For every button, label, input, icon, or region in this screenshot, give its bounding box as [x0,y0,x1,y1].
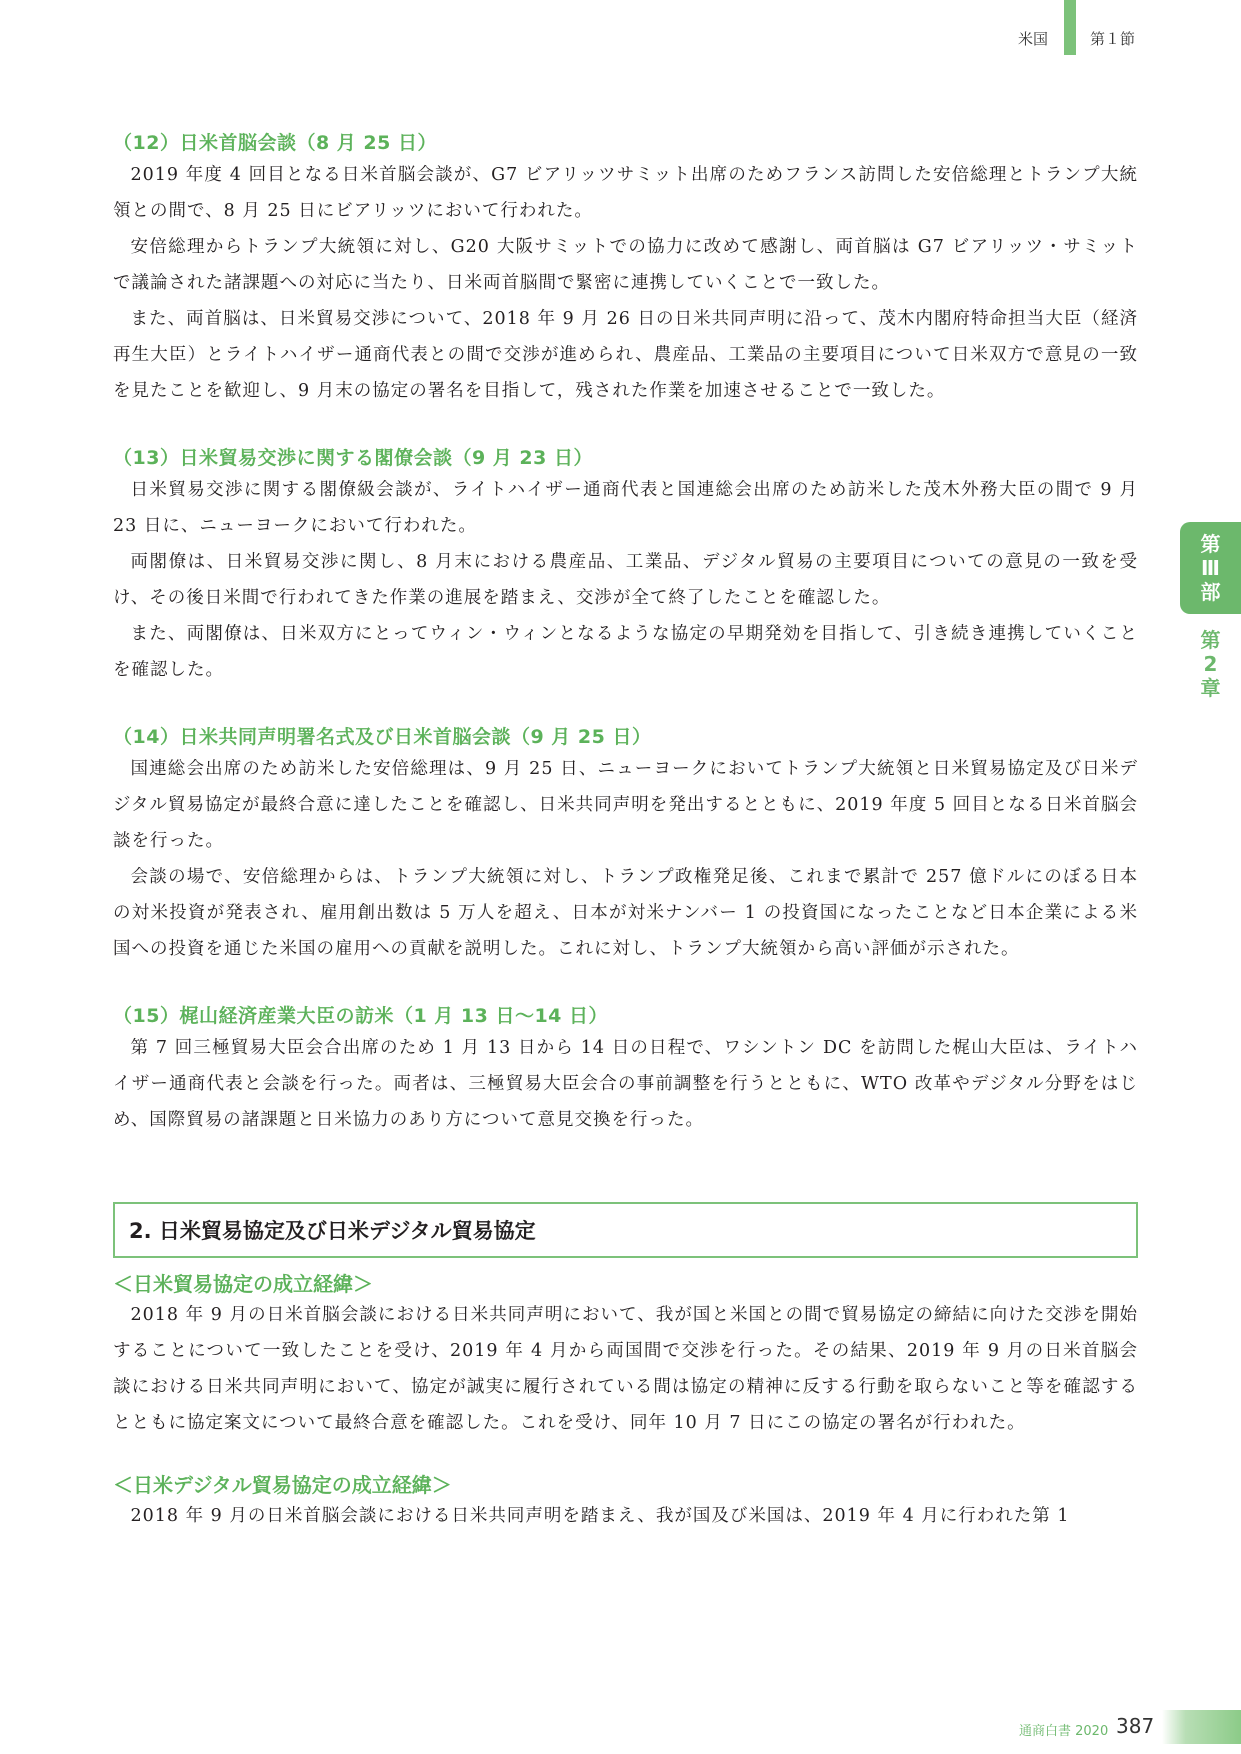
paragraph: 2019 年度 4 回目となる日米首脳会談が、G7 ビアリッツサミット出席のためフランス訪問した安倍総理とトランプ大統領との間で、8 月 25 日にビアリッツにおいて行われた。 [113,165,1138,221]
side-tab-chapter-char: 第 [1200,628,1221,652]
paragraph: 国連総会出席のため訪米した安倍総理は、9 月 25 日、ニューヨークにおいてトランプ大統領と日米貿易協定及び日米デジタル貿易協定が最終合意に達したことを確認し、日米共同声明を発出するとともに、2019 年度 5 回目となる日米首脳会談を行った。 [113,759,1138,851]
side-tab-chapter [1180,628,1241,700]
section-heading: （15）梶山経済産業大臣の訪米（1 月 13 日〜14 日） [113,1005,609,1027]
header-country: 米国 [1018,30,1049,48]
paragraph: また、両首脳は、日米貿易交渉について、2018 年 9 月 26 日の日米共同声明に沿って、茂木内閣府特命担当大臣（経済再生大臣）とライトハイザー通商代表との間で交渉が進められ、農産品、工業品の主要項目について日米双方で意見の一致を見たことを歓迎し、9 月末の協定の署名を目指して，残された作業を加速させることで一致した。 [113,309,1138,401]
paragraph: また、両閣僚は、日米双方にとってウィン・ウィンとなるような協定の早期発効を目指して、引き続き連携していくことを確認した。 [113,624,1138,680]
paragraph: 日米貿易交渉に関する閣僚級会談が、ライトハイザー通商代表と国連総会出席のため訪米した茂木外務大臣の間で 9 月 23 日に、ニューヨークにおいて行われた。 [113,480,1138,536]
paragraph: 2018 年 9 月の日米首脳会談における日米共同声明において、我が国と米国との間で貿易協定の締結に向けた交渉を開始することについて一致したことを受け、2019 年 4 月から両国間で交渉を行った。その結果、2019 年 9 月の日米首脳会談における日米共同声明において、協定が誠実に履行されている間は協定の精神に反する行動を取らないこと等を確認するとともに協定案文について最終合意を確認した。これを受け、同年 10 月 7 日にこの協定の署名が行われた。 [113,1305,1138,1433]
section-heading: （14）日米共同声明署名式及び日米首脳会談（9 月 25 日） [113,726,652,748]
side-tab-chapter-char: 2 [1203,652,1218,676]
side-tab-part-char: 部 [1200,580,1221,604]
main-content [113,128,1138,1534]
section-heading: （12）日米首脳会談（8 月 25 日） [113,132,437,154]
section-heading: （13）日米貿易交渉に関する閣僚会談（9 月 23 日） [113,447,593,469]
side-tab-chapter-char: 章 [1200,676,1221,700]
page-number: 387 [1116,1714,1155,1738]
paragraph: 安倍総理からトランプ大統領に対し、G20 大阪サミットでの協力に改めて感謝し、両首脳は G7 ビアリッツ・サミットで議論された諸課題への対応に当たり、日米両首脳間で緊密に連携していくことで一致した。 [113,237,1138,293]
side-tab-part-char: 第 [1200,532,1221,556]
paragraph: 2018 年 9 月の日米首脳会談における日米共同声明を踏まえ、我が国及び米国は、2019 年 4 月に行われた第 1 [130,1506,1070,1526]
side-tab-part-char: Ⅲ [1201,556,1220,580]
subsection-heading: ＜日米デジタル貿易協定の成立経緯＞ [113,1473,452,1497]
paragraph: 第 7 回三極貿易大臣会合出席のため 1 月 13 日から 14 日の日程で、ワシントン DC を訪問した梶山大臣は、ライトハイザー通商代表と会談を行った。両者は、三極貿易大臣会合の事前調整を行うとともに、WTO 改革やデジタル分野をはじめ、国際貿易の諸課題と日米協力のあり方について意見交換を行った。 [113,1038,1138,1130]
paragraph: 両閣僚は、日米貿易交渉に関し、8 月末における農産品、工業品、デジタル貿易の主要項目についての意見の一致を受け、その後日米間で行われてきた作業の進展を踏まえ、交渉が全て終了したことを確認した。 [113,552,1138,608]
header-divider-bar [1064,0,1076,55]
subsection-heading: ＜日米貿易協定の成立経緯＞ [113,1272,373,1296]
footer-publication: 通商白書 2020 [1019,1724,1109,1739]
chapter-box-heading: 2. 日米貿易協定及び日米デジタル貿易協定 [113,1202,1138,1258]
side-tab-part [1180,522,1241,614]
header-section: 第１節 [1090,30,1136,48]
footer-accent-bar [1162,1710,1241,1744]
paragraph: 会談の場で、安倍総理からは、トランプ大統領に対し、トランプ政権発足後、これまで累計で 257 億ドルにのぼる日本の対米投資が発表され、雇用創出数は 5 万人を超え、日本が対米ナンバー 1 の投資国になったことなど日本企業による米国への投資を通じた米国の雇用への貢献を説明した。これに対し、トランプ大統領から高い評価が示された。 [113,867,1138,959]
